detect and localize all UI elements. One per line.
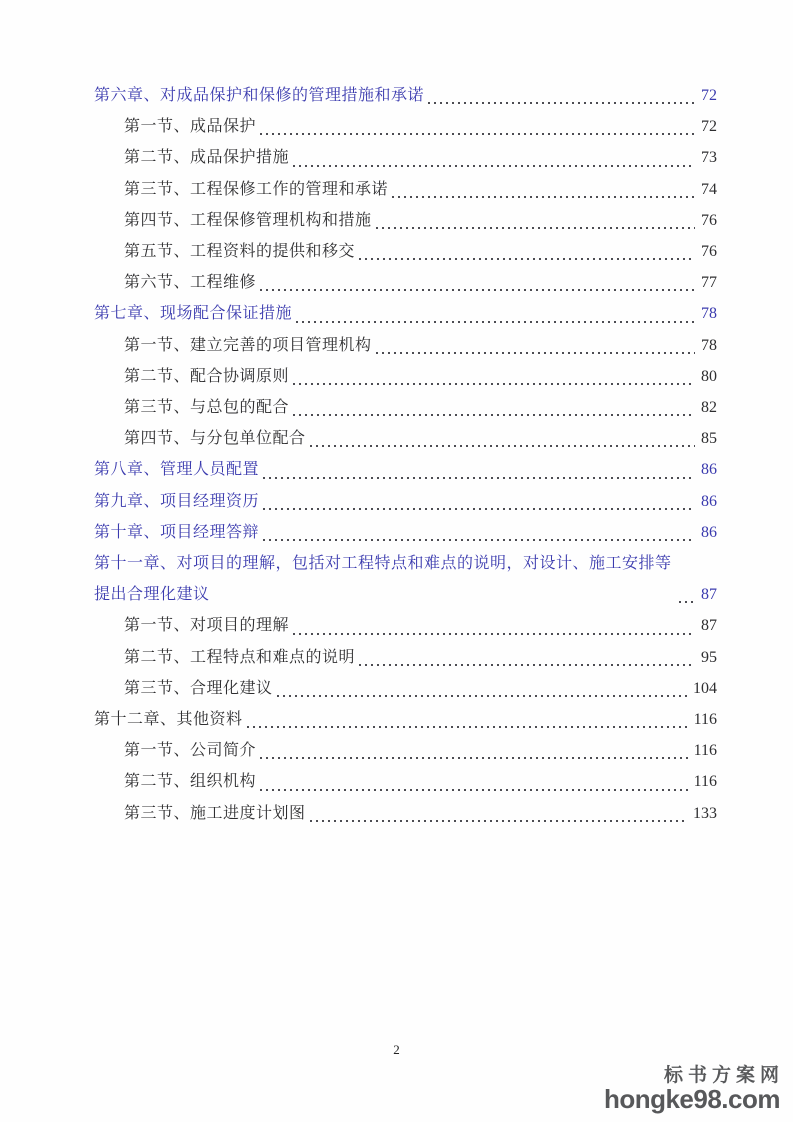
toc-entry-label: 第十章、项目经理答辩 — [94, 523, 260, 541]
toc-entry[interactable] — [94, 205, 717, 236]
toc-entry-label: 第五节、工程资料的提供和移交 — [124, 243, 356, 261]
toc-entry-label: 第三节、与总包的配合 — [124, 399, 290, 417]
toc-entry[interactable] — [94, 704, 717, 735]
toc-entry[interactable] — [94, 142, 717, 173]
toc-entry-page: 78 — [701, 305, 717, 323]
page-number: 2 — [393, 1042, 400, 1057]
toc-leader-dots — [296, 321, 695, 323]
watermark-site-name: 标书方案网 — [663, 1065, 784, 1087]
toc-entry-label: 第四节、与分包单位配合 — [124, 430, 306, 448]
toc-leader-dots — [376, 352, 695, 354]
toc-entry-page: 116 — [693, 711, 717, 729]
toc-entry[interactable] — [94, 642, 717, 673]
toc-entry[interactable] — [94, 610, 717, 641]
toc-entry-page: 82 — [701, 399, 717, 417]
toc-entry-page: 133 — [693, 804, 717, 822]
toc-entry[interactable] — [94, 174, 717, 205]
toc-entry-label: 第一节、公司简介 — [124, 742, 257, 760]
toc-leader-dots — [260, 757, 688, 759]
toc-entry-page: 86 — [701, 461, 717, 479]
toc-entry[interactable] — [94, 517, 717, 548]
toc-entry[interactable] — [94, 798, 717, 829]
toc-leader-dots — [263, 477, 695, 479]
toc-entry-label: 第六节、工程维修 — [124, 274, 257, 292]
toc-leader-dots — [260, 289, 695, 291]
toc-entry-label: 第二节、工程特点和难点的说明 — [124, 648, 356, 666]
toc-entry-label: 第三节、工程保修工作的管理和承诺 — [124, 180, 389, 198]
toc-leader-dots — [293, 414, 695, 416]
toc-leader-dots — [359, 258, 695, 260]
toc-leader-dots — [359, 664, 695, 666]
toc-entry-label: 第一节、建立完善的项目管理机构 — [124, 336, 372, 354]
toc-leader-dots — [263, 539, 695, 541]
toc-leader-dots — [260, 789, 688, 791]
toc-entry-page: 116 — [693, 773, 717, 791]
toc-entry[interactable] — [94, 454, 717, 485]
toc-entry-label: 第四节、工程保修管理机构和措施 — [124, 211, 372, 229]
toc-leader-dots — [263, 508, 695, 510]
toc-entry-page: 72 — [701, 118, 717, 136]
page-footer — [0, 1042, 793, 1058]
toc-leader-dots — [277, 695, 687, 697]
toc-entry-label: 第八章、管理人员配置 — [94, 461, 260, 479]
toc-entry-page: 76 — [701, 211, 717, 229]
toc-leader-dots — [293, 165, 695, 167]
toc-leader-dots — [310, 445, 695, 447]
toc-entry-page: 78 — [701, 336, 717, 354]
toc-entry-label: 第十一章、对项目的理解，包括对工程特点和难点的说明，对设计、施工安排等提出合理化建议 — [94, 555, 672, 604]
toc-entry[interactable] — [94, 298, 717, 329]
toc-entry[interactable] — [94, 673, 717, 704]
toc-leader-dots — [293, 383, 695, 385]
toc-leader-dots — [310, 820, 687, 822]
table-of-contents — [94, 80, 717, 829]
toc-entry[interactable] — [94, 330, 717, 361]
toc-entry[interactable] — [94, 111, 717, 142]
toc-entry-page: 116 — [693, 742, 717, 760]
toc-entry-label: 第二节、组织机构 — [124, 773, 257, 791]
toc-entry-page: 72 — [701, 87, 717, 104]
toc-leader-dots — [293, 633, 695, 635]
toc-entry-page: 80 — [701, 367, 717, 385]
toc-entry[interactable] — [94, 361, 717, 392]
toc-entry[interactable] — [94, 423, 717, 454]
toc-entry[interactable] — [94, 548, 717, 610]
toc-entry-page: 95 — [701, 648, 717, 666]
toc-entry-label: 第二节、配合协调原则 — [124, 367, 290, 385]
toc-entry[interactable] — [94, 735, 717, 766]
toc-entry[interactable] — [94, 766, 717, 797]
toc-entry[interactable] — [94, 80, 717, 111]
toc-leader-dots — [392, 196, 695, 198]
toc-entry-page: 86 — [701, 492, 717, 510]
toc-entry-page: 85 — [701, 430, 717, 448]
toc-entry-page: 76 — [701, 243, 717, 261]
toc-leader-dots — [247, 726, 688, 728]
toc-entry[interactable] — [94, 486, 717, 517]
toc-entry-label: 第六章、对成品保护和保修的管理措施和承诺 — [94, 87, 425, 104]
toc-entry-label: 第一节、成品保护 — [124, 118, 257, 136]
toc-entry[interactable] — [94, 267, 717, 298]
toc-entry-label: 第一节、对项目的理解 — [124, 617, 290, 635]
toc-entry-label: 第三节、施工进度计划图 — [124, 804, 306, 822]
toc-entry-page: 86 — [701, 523, 717, 541]
toc-entry-label: 第十二章、其他资料 — [94, 711, 243, 729]
toc-leader-dots — [679, 601, 695, 603]
watermark — [603, 1065, 784, 1114]
toc-entry-label: 第九章、项目经理资历 — [94, 492, 260, 510]
toc-entry[interactable] — [94, 392, 717, 423]
toc-entry-page: 104 — [693, 679, 717, 697]
toc-entry-label: 第二节、成品保护措施 — [124, 149, 290, 167]
toc-leader-dots — [376, 227, 695, 229]
toc-entry-page: 87 — [701, 617, 717, 635]
toc-entry-label: 第三节、合理化建议 — [124, 679, 273, 697]
toc-entry-page: 77 — [701, 274, 717, 292]
toc-entry-page: 73 — [701, 149, 717, 167]
toc-entry-page: 87 — [701, 586, 717, 604]
toc-leader-dots — [260, 133, 695, 135]
toc-entry-page: 74 — [701, 180, 717, 198]
watermark-site-url: hongke98.com — [603, 1083, 780, 1114]
toc-leader-dots — [428, 102, 695, 104]
toc-entry-label: 第七章、现场配合保证措施 — [94, 305, 293, 323]
toc-entry[interactable] — [94, 236, 717, 267]
